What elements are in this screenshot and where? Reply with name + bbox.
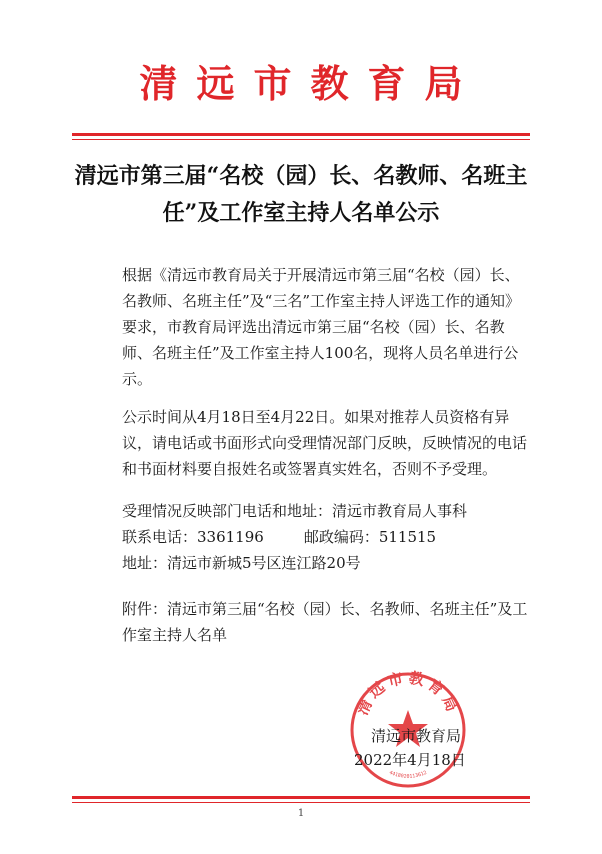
contact-address: 地址：清远市新城5号区连江路20号: [122, 554, 361, 572]
svg-text:清远市教育局: 清远市教育局: [353, 668, 463, 718]
paragraph-2-text: 公示时间从4月18日至4月22日。如果对推荐人员资格有异议，请电话或书面形式向受理情况部门反映，反映情况的电话和书面材料要自报姓名或签署真实姓名，否则不予受理。: [122, 408, 528, 478]
masthead: 清远市教育局: [139, 61, 482, 106]
document-title: 清远市第三届“名校（园）长、名教师、名班主任”及工作室主持人名单公示: [74, 163, 528, 226]
attachment-label: 附件：: [122, 600, 168, 618]
paragraph-1-text: 根据《清远市教育局关于开展清远市第三届“名校（园）长、名教师、名班主任”及“三名”工作室主持人评选工作的通知》要求，市教育局评选出清远市第三届“名校（园）长、名教师、名班主任”及工作室主持人100名，现将人员名单进行公示。: [122, 266, 521, 388]
page-number: 1: [297, 808, 305, 819]
svg-text:4418020113612: 4418020113612: [388, 769, 428, 780]
attachment: [122, 596, 532, 648]
contact-postcode: 邮政编码：511515: [303, 528, 437, 546]
signature-org: 清远市教育局: [371, 727, 462, 745]
footer-rule-thick: [72, 796, 530, 799]
signature-date: 2022年4月18日: [354, 751, 466, 769]
footer-rule-thin: [72, 802, 530, 803]
paragraph-1: [122, 262, 532, 392]
contact-line: [122, 524, 436, 550]
paragraph-2: [122, 404, 532, 482]
contact-phone: 联系电话：3361196: [122, 528, 264, 546]
header-rule-thin: [72, 139, 530, 140]
contact-dept: 受理情况反映部门电话和地址：清远市教育局人事科: [122, 502, 468, 520]
attachment-text: 清远市第三届“名校（园）长、名教师、名班主任”及工作室主持人名单: [122, 600, 528, 644]
header-rule-thick: [72, 133, 530, 136]
